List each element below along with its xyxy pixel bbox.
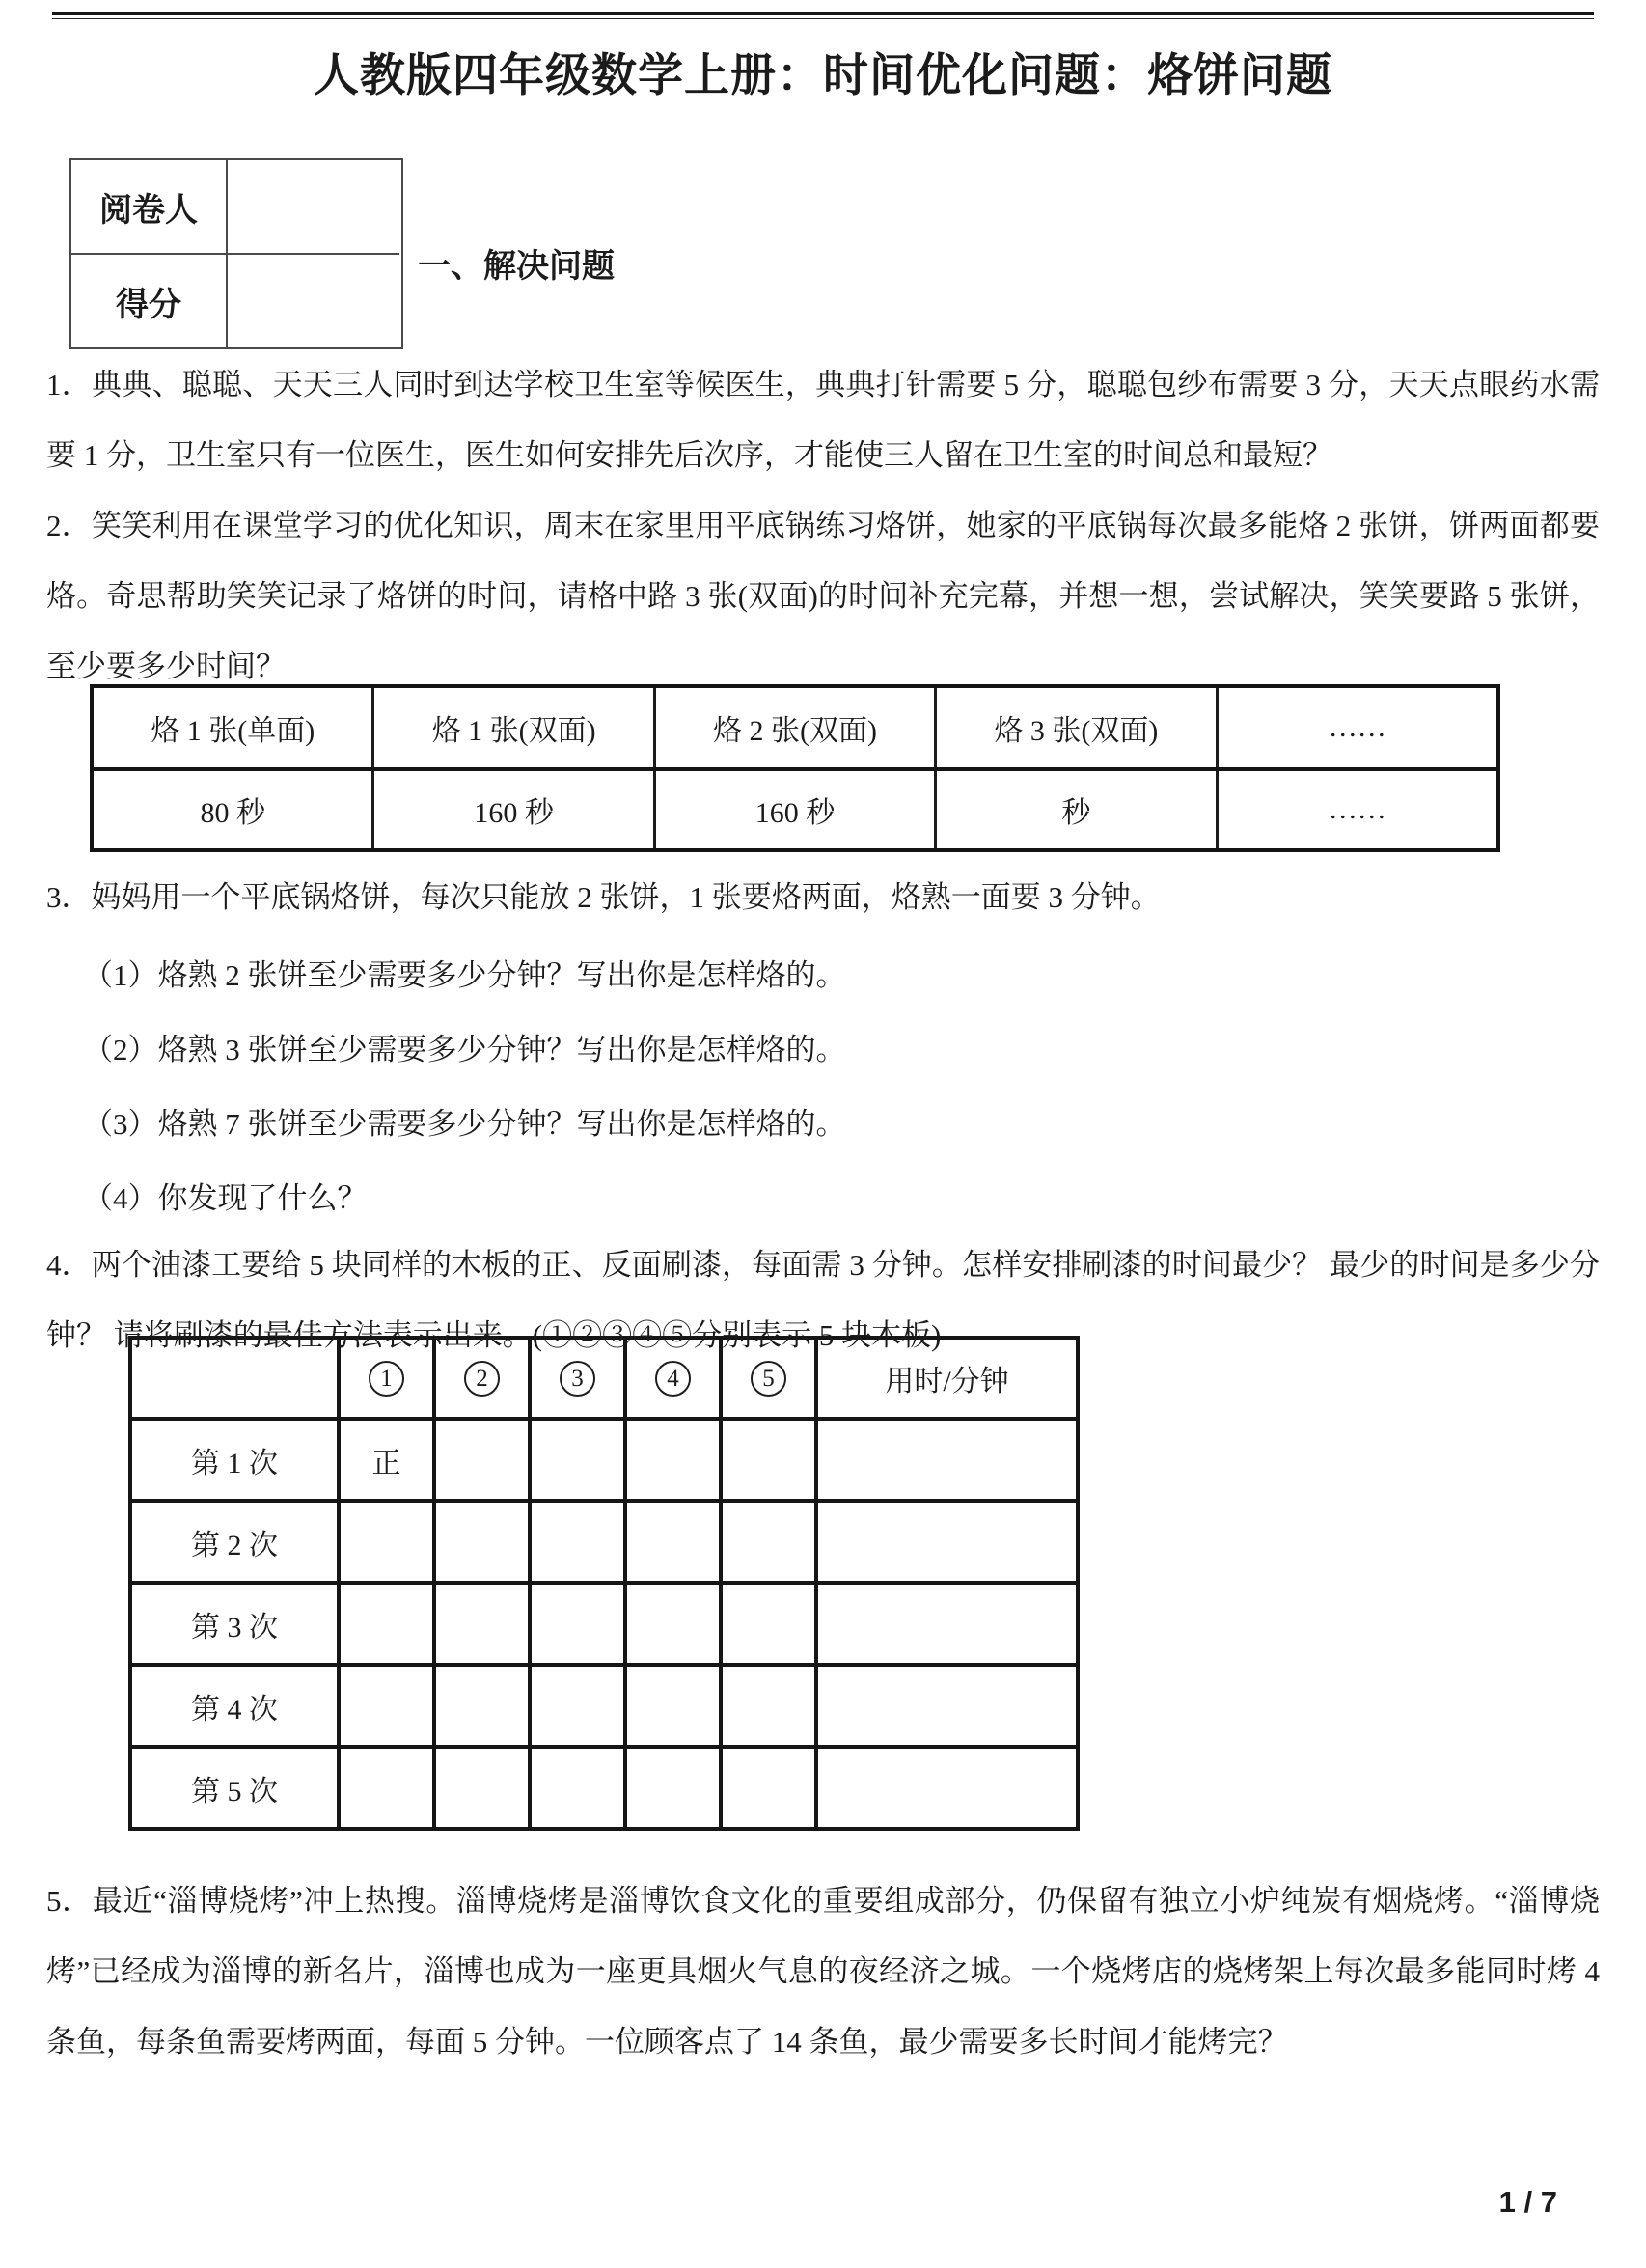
painting-round-row <box>130 1419 1078 1501</box>
question-4-text: 4．两个油漆工要给 5 块同样的木板的正、反面刷漆，每面需 3 分钟。怎样安排刷漆的时间最少？ 最少的时间是多少分钟？ 请将刷漆的最佳方法表示出来。(①②③④⑤分别表示 5 块木板) <box>46 1248 1600 1352</box>
circled-number-icon: 5 <box>751 1361 786 1397</box>
circled-number-icon: 3 <box>560 1361 595 1397</box>
pancake-value-cell: 160 秒 <box>654 769 935 850</box>
time-cell-blank <box>816 1665 1078 1747</box>
painting-cell-blank <box>434 1747 530 1829</box>
subquestion-2: （2）烙熟 3 张饼至少需要多少分钟？写出你是怎样烙的。 <box>83 1033 846 1066</box>
top-double-rule <box>52 12 1594 19</box>
painting-cell-blank <box>530 1747 625 1829</box>
painting-cell-blank <box>434 1419 530 1501</box>
painting-cell-blank <box>721 1419 816 1501</box>
score-row <box>71 253 401 347</box>
time-header-cell: 用时/分钟 <box>816 1338 1078 1419</box>
question-5 <box>46 1866 1600 2077</box>
score-label: 得分 <box>71 253 228 347</box>
question-4 <box>46 1230 1600 1370</box>
painting-plan-table <box>128 1336 1080 1831</box>
grader-row <box>71 160 401 253</box>
painting-cell-blank <box>625 1501 721 1583</box>
painting-cell-blank <box>434 1501 530 1583</box>
painting-cell-blank <box>721 1583 816 1665</box>
painting-cell-blank <box>339 1665 434 1747</box>
page-title: 人教版四年级数学上册：时间优化问题：烙饼问题 <box>314 49 1332 100</box>
grading-box <box>69 158 403 349</box>
round-label-cell: 第 5 次 <box>130 1747 339 1829</box>
circled-number-icon: 4 <box>655 1361 691 1397</box>
score-value-cell <box>228 253 399 347</box>
painting-cell-blank <box>625 1583 721 1665</box>
circled-number-icon: 1 <box>369 1361 404 1397</box>
subquestion-4: （4）你发现了什么？ <box>83 1181 368 1215</box>
painting-cell-blank <box>434 1583 530 1665</box>
painting-cell-blank <box>721 1501 816 1583</box>
painting-cell-blank <box>530 1419 625 1501</box>
time-cell-blank <box>816 1583 1078 1665</box>
painting-round-row <box>130 1583 1078 1665</box>
grade-and-heading-row <box>46 106 1600 349</box>
painting-cell-blank <box>530 1665 625 1747</box>
worksheet-page <box>0 12 1646 2077</box>
pancake-value-cell-blank: 秒 <box>936 769 1217 850</box>
painting-cell-blank <box>625 1419 721 1501</box>
question-5-text: 5．最近“淄博烧烤”冲上热搜。淄博烧烤是淄博饮食文化的重要组成部分，仍保留有独立小炉纯炭有烟烧烤。“淄博烧烤”已经成为淄博的新名片，淄博也成为一座更具烟火气息的夜经济之城。一个烧烤店的烧烤架上每次最多能同时烤 4 条鱼，每条鱼需要烤两面，每面 5 分钟。一位顾客点了 14 条鱼，最少需要多长时间才能烤完？ <box>46 1884 1600 2059</box>
pancake-value-cell: …… <box>1217 769 1498 850</box>
round-label-cell: 第 3 次 <box>130 1583 339 1665</box>
time-cell-blank <box>816 1419 1078 1501</box>
pancake-header-cell: …… <box>1217 686 1498 769</box>
painting-cell-blank <box>530 1501 625 1583</box>
painting-cell-blank <box>530 1583 625 1665</box>
pancake-time-table <box>90 684 1500 852</box>
painting-round-row <box>130 1747 1078 1829</box>
pancake-header-cell: 烙 1 张(单面) <box>92 686 373 769</box>
pancake-value-cell: 160 秒 <box>373 769 654 850</box>
round-label-cell: 第 4 次 <box>130 1665 339 1747</box>
painting-cell-filled: 正 <box>339 1419 434 1501</box>
painting-cell-blank <box>625 1747 721 1829</box>
question-2-text: 2．笑笑利用在课堂学习的优化知识，周末在家里用平底锅练习烙饼，她家的平底锅每次最多能烙 2 张饼，饼两面都要烙。奇思帮助笑笑记录了烙饼的时间，请格中路 3 张(双面)的时间补充完幕，并想一想，尝试解决，笑笑要路 5 张饼，至少要多少时间？ <box>46 509 1600 683</box>
subquestion-1: （1）烙熟 2 张饼至少需要多少分钟？写出你是怎样烙的。 <box>83 958 846 992</box>
painting-round-row <box>130 1501 1078 1583</box>
question-3-subquestions <box>46 938 1600 1235</box>
pancake-header-cell: 烙 2 张(双面) <box>654 686 935 769</box>
question-3-text: 3．妈妈用一个平底锅烙饼，每次只能放 2 张饼，1 张要烙两面，烙熟一面要 3 分钟。 <box>46 880 1161 914</box>
section-heading: 一、解决问题 <box>418 248 615 285</box>
painting-cell-blank <box>721 1665 816 1747</box>
painting-round-row <box>130 1665 1078 1747</box>
page-number: 1 / 7 <box>1498 2185 1557 2219</box>
question-3 <box>46 862 1600 1235</box>
pancake-value-cell: 80 秒 <box>92 769 373 850</box>
grader-label: 阅卷人 <box>71 160 228 253</box>
circled-number-icon: 2 <box>464 1361 500 1397</box>
pancake-table-header-row <box>92 686 1498 769</box>
question-1-text: 1．典典、聪聪、天天三人同时到达学校卫生室等候医生，典典打针需要 5 分，聪聪包纱布需要 3 分，天天点眼药水需要 1 分，卫生室只有一位医生，医生如何安排先后次序，才能使三人留在卫生室的时间总和最短？ <box>46 368 1600 472</box>
painting-cell-blank <box>339 1747 434 1829</box>
grader-value-cell <box>228 160 399 253</box>
painting-cell-blank <box>339 1501 434 1583</box>
pancake-header-cell: 烙 3 张(双面) <box>936 686 1217 769</box>
pancake-header-cell: 烙 1 张(双面) <box>373 686 654 769</box>
pancake-table-value-row <box>92 769 1498 850</box>
painting-cell-blank <box>339 1583 434 1665</box>
round-label-cell: 第 1 次 <box>130 1419 339 1501</box>
painting-cell-blank <box>434 1665 530 1747</box>
subquestion-3: （3）烙熟 7 张饼至少需要多少分钟？写出你是怎样烙的。 <box>83 1107 846 1141</box>
painting-cell-blank <box>625 1665 721 1747</box>
time-cell-blank <box>816 1747 1078 1829</box>
time-cell-blank <box>816 1501 1078 1583</box>
round-label-cell: 第 2 次 <box>130 1501 339 1583</box>
painting-cell-blank <box>721 1747 816 1829</box>
